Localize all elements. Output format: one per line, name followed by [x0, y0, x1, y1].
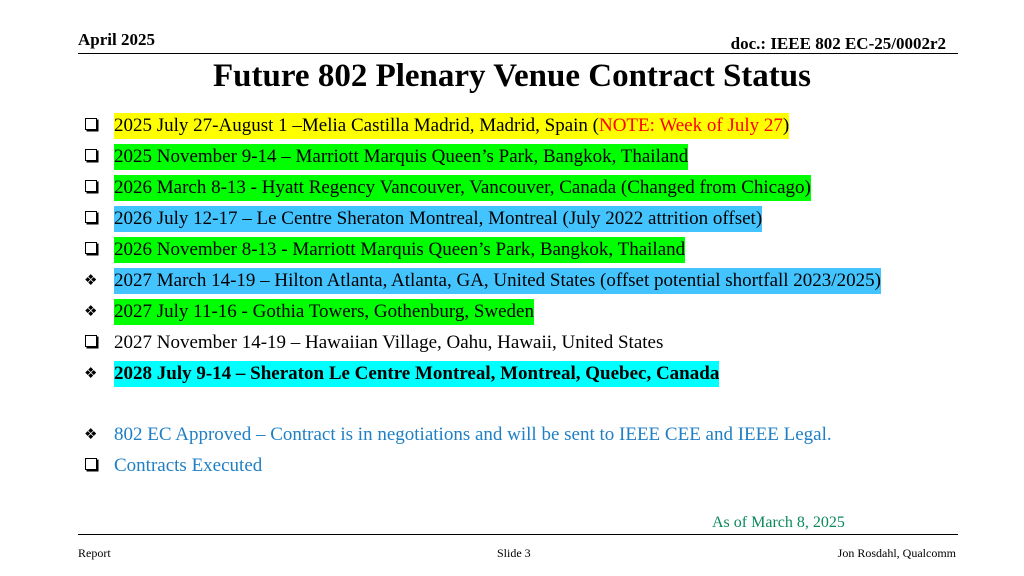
list-item-text: 2025 November 9-14 – Marriott Marquis Queen’s Park, Bangkok, Thailand [114, 144, 688, 170]
diamond-bullet-icon: ❖ [84, 271, 98, 289]
list-item-text: 2026 November 8-13 - Marriott Marquis Queen’s Park, Bangkok, Thailand [114, 237, 685, 263]
list-item [84, 358, 984, 389]
legend-item-approved [84, 419, 984, 450]
list-item [84, 234, 984, 265]
header-doc-id: doc.: IEEE 802 EC-25/0002r2 [730, 34, 946, 53]
checkbox-bullet-icon [84, 242, 114, 258]
legend-item-executed [84, 450, 984, 481]
list-item [84, 172, 984, 203]
list-item-text [114, 113, 789, 139]
list-item [84, 110, 984, 141]
list-item [84, 141, 984, 172]
header-date: April 2025 [78, 30, 155, 49]
list-item-text: 2027 November 14-19 – Hawaiian Village, Oahu, Hawaii, United States [114, 331, 664, 353]
header-divider [78, 53, 958, 54]
legend-text: 802 EC Approved – Contract is in negotiations and will be sent to IEEE CEE and IEEE Legal. [114, 423, 832, 445]
list-item [84, 203, 984, 234]
legend-text: Contracts Executed [114, 454, 263, 476]
venue-text-tail: ) [782, 114, 790, 136]
footer-slide-number: Slide 3 [497, 546, 531, 560]
venue-list [84, 110, 984, 481]
checkbox-bullet-icon [84, 211, 114, 227]
list-item [84, 327, 984, 358]
venue-note: NOTE: Week of July 27 [598, 114, 783, 136]
footer-author: Jon Rosdahl, Qualcomm [837, 546, 956, 560]
list-item-text: 2027 March 14-19 – Hilton Atlanta, Atlanta, GA, United States (offset potential shortfall 2023/2025) [114, 268, 881, 294]
slide-title: Future 802 Plenary Venue Contract Status [213, 58, 811, 94]
footer-divider [78, 534, 958, 535]
checkbox-bullet-icon [84, 149, 114, 165]
venue-text: 2025 July 27-August 1 –Melia Castilla Madrid, Madrid, Spain ( [114, 114, 599, 136]
as-of-date: As of March 8, 2025 [712, 514, 845, 531]
diamond-bullet-icon: ❖ [84, 364, 98, 382]
list-item [84, 296, 984, 327]
list-item [84, 265, 984, 296]
checkbox-bullet-icon [84, 458, 114, 474]
checkbox-bullet-icon [84, 335, 114, 351]
footer-left: Report [78, 546, 111, 560]
list-item-text: 2028 July 9-14 – Sheraton Le Centre Montreal, Montreal, Quebec, Canada [114, 361, 719, 387]
list-item-text: 2026 March 8-13 - Hyatt Regency Vancouver, Vancouver, Canada (Changed from Chicago) [114, 175, 811, 201]
diamond-bullet-icon: ❖ [84, 425, 98, 443]
diamond-bullet-icon: ❖ [84, 302, 98, 320]
checkbox-bullet-icon [84, 180, 114, 196]
list-item-text: 2026 July 12-17 – Le Centre Sheraton Montreal, Montreal (July 2022 attrition offset) [114, 206, 762, 232]
checkbox-bullet-icon [84, 118, 114, 134]
list-item-text: 2027 July 11-16 - Gothia Towers, Gothenburg, Sweden [114, 299, 534, 325]
